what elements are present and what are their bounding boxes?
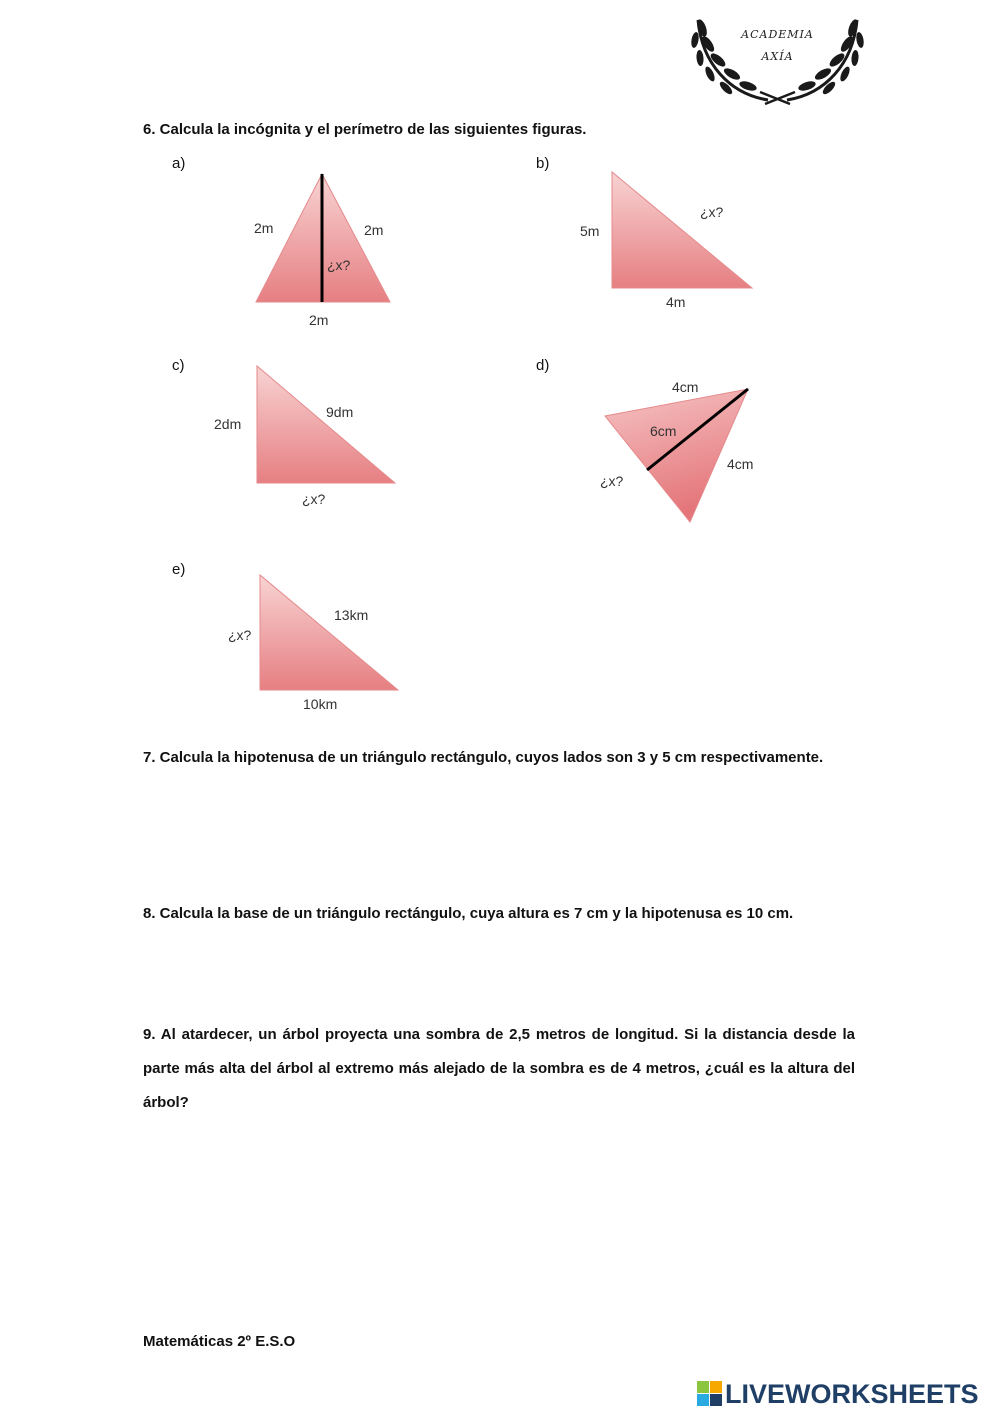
a-base: 2m: [309, 312, 329, 328]
logo-line2: AXÍA: [761, 50, 794, 63]
figure-d-label: d): [536, 357, 550, 374]
b-base: 4m: [666, 294, 686, 310]
logo-line1: ACADEMIA: [741, 28, 814, 41]
b-hypotenuse: ¿x?: [700, 204, 724, 220]
d-right-side: 4cm: [727, 456, 754, 472]
b-vertical: 5m: [580, 223, 600, 239]
e-hypotenuse: 13km: [334, 607, 369, 623]
c-vertical: 2dm: [214, 416, 242, 432]
question-8: 8. Calcula la base de un triángulo rectángulo, cuya altura es 7 cm y la hipotenusa es 10 cm.: [143, 905, 794, 922]
liveworksheets-watermark: [697, 1377, 997, 1411]
question-7: 7. Calcula la hipotenusa de un triángulo rectángulo, cuyos lados son 3 y 5 cm respectivamente.: [143, 749, 824, 766]
triangle-e: [260, 575, 398, 690]
e-base: 10km: [303, 696, 338, 712]
figure-e-label: e): [172, 561, 186, 578]
d-top-side: 4cm: [672, 379, 699, 395]
figure-b-label: b): [536, 155, 550, 172]
figure-c-label: c): [172, 357, 185, 374]
triangle-c: [257, 366, 395, 483]
a-right-side: 2m: [364, 222, 384, 238]
triangle-b: [612, 172, 752, 288]
footer-subject: Matemáticas 2º E.S.O: [143, 1333, 296, 1350]
question-6-title: 6. Calcula la incógnita y el perímetro de las siguientes figuras.: [143, 121, 587, 138]
e-vertical: ¿x?: [228, 627, 252, 643]
a-height: ¿x?: [327, 257, 351, 273]
a-left-side: 2m: [254, 220, 274, 236]
d-left-side: ¿x?: [600, 473, 624, 489]
d-diagonal: 6cm: [650, 423, 677, 439]
figure-a-label: a): [172, 155, 186, 172]
liveworksheets-logo-icon: [697, 1381, 723, 1409]
c-base: ¿x?: [302, 491, 326, 507]
c-hypotenuse: 9dm: [326, 404, 354, 420]
liveworksheets-text: LIVEWORKSHEETS: [725, 1379, 979, 1409]
triangle-a: [256, 174, 390, 302]
question-9: 9. Al atardecer, un árbol proyecta una sombra de 2,5 metros de longitud. Si la distancia desde la parte más alta del árbol al extremo más alejado de la sombra es de 4 metros, ¿cuál es la altura del árbol?: [143, 1026, 855, 1111]
